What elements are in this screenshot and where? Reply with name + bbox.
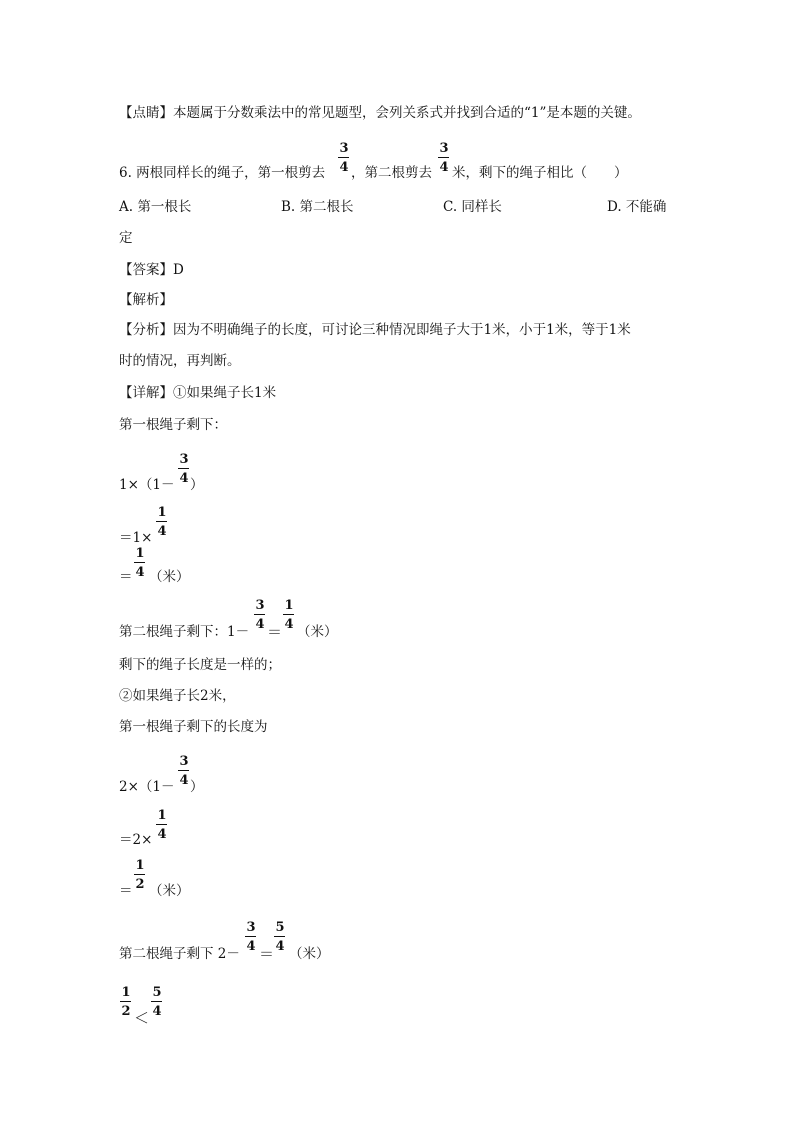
question-6-part2: ，第二根剪去 [351, 165, 432, 181]
fenxi-line-1: 【分析】因为不明确绳子的长度，可讨论三种情况即绳子大于1米，小于1米，等于1米 [119, 322, 631, 338]
case1-expr3-post: （米） [149, 569, 190, 585]
option-a: A. 第一根长 [119, 199, 192, 215]
q6-fraction-2: 3 4 [439, 141, 449, 175]
case2-expr2-pre: ＝2× [119, 832, 153, 848]
option-c: C. 同样长 [443, 199, 502, 215]
case1-expr2-pre: ＝1× [119, 530, 153, 546]
case1-expr2-fraction: 1 4 [157, 505, 167, 539]
case1-conclusion: 剩下的绳子长度是一样的； [119, 657, 281, 673]
case2-head: 第一根绳子剩下的长度为 [119, 719, 268, 735]
jiexi-heading: 【解析】 [119, 292, 173, 308]
q6-fraction-1: 3 4 [339, 141, 349, 175]
compare-less-than: ＜ [134, 1009, 150, 1027]
question-6-part1: 6. 两根同样长的绳子，第一根剪去 [119, 165, 326, 181]
case1-expr1-fraction: 3 4 [179, 452, 189, 486]
option-b: B. 第二根长 [281, 199, 354, 215]
case2-second-fraction-1: 3 4 [246, 920, 256, 954]
dianjing-line: 【点睛】本题属于分数乘法中的常见题型，会列关系式并找到合适的“1”是本题的关键。 [119, 105, 641, 121]
case2-second-pre: 第二根绳子剩下 2－ [119, 946, 240, 962]
case2-second-equals: ＝ [259, 945, 275, 963]
case2-expr3-post: （米） [149, 883, 190, 899]
case1-expr1-pre: 1×（1－ [119, 477, 175, 493]
case2-expr1-fraction: 3 4 [179, 754, 189, 788]
case1-second-post: （米） [297, 624, 338, 640]
compare-fraction-2: 5 4 [152, 985, 162, 1019]
case1-second-equals: ＝ [267, 623, 283, 641]
case1-head: 第一根绳子剩下： [119, 417, 227, 433]
case2-expr3-fraction: 1 2 [135, 858, 145, 892]
option-d: D. 不能确 [607, 199, 667, 215]
case1-second-pre: 第二根绳子剩下：1－ [119, 624, 250, 640]
case2-expr1-post: ） [190, 779, 204, 795]
case1-expr1-post: ） [190, 477, 204, 493]
compare-fraction-1: 1 2 [121, 985, 131, 1019]
case2-expr1-pre: 2×（1－ [119, 779, 175, 795]
case2-second-post: （米） [289, 946, 330, 962]
fenxi-line-2: 时的情况，再判断。 [119, 353, 241, 369]
case2-intro: ②如果绳子长2米， [119, 688, 236, 704]
case2-expr3-pre: ＝ [119, 883, 133, 899]
case2-expr2-fraction: 1 4 [157, 808, 167, 842]
option-d-wrap: 定 [119, 230, 133, 246]
case2-second-fraction-2: 5 4 [275, 920, 285, 954]
question-6-part3: 米，剩下的绳子相比（ ） [452, 165, 628, 181]
case1-expr3-pre: ＝ [119, 569, 133, 585]
case1-expr3-fraction: 1 4 [135, 546, 145, 580]
xiangjie-line: 【详解】①如果绳子长1米 [119, 385, 277, 401]
case1-second-fraction-1: 3 4 [255, 598, 265, 632]
case1-second-fraction-2: 1 4 [284, 598, 294, 632]
answer-line: 【答案】D [119, 262, 184, 278]
